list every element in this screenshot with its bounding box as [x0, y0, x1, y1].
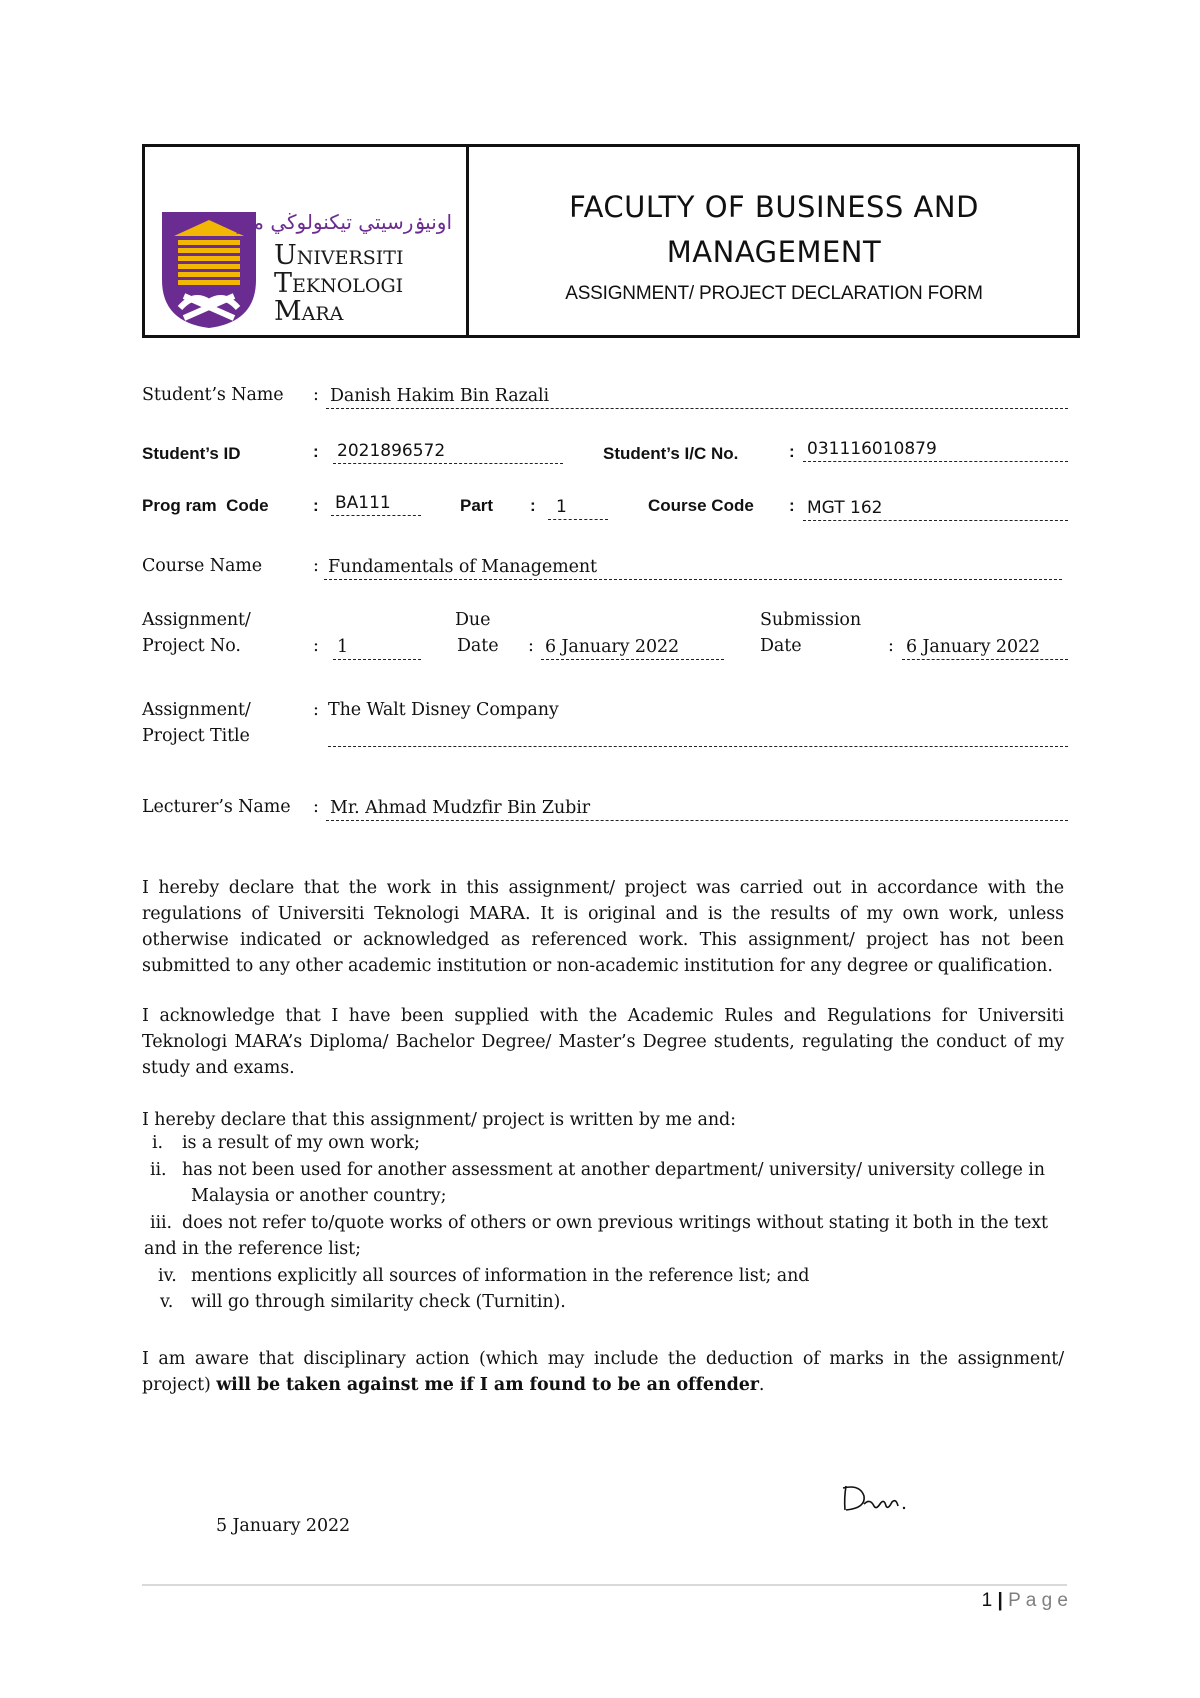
program-code-value: BA111	[331, 492, 421, 516]
page-number: 1	[981, 1590, 993, 1611]
list-item: does not refer to/quote works of others or own previous writings without stating it both in the text	[182, 1213, 1048, 1233]
list-item: has not been used for another assessment at another department/ university/ university college in	[182, 1160, 1045, 1180]
submission-label-1: Submission	[760, 610, 862, 630]
project-title-label-1: Assignment/	[142, 700, 251, 720]
course-name-label: Course Name	[142, 556, 263, 576]
part-value: 1	[548, 496, 608, 520]
para4-bold-text: will be taken against me if I am found to be an offender	[216, 1375, 759, 1395]
colon: :	[313, 636, 319, 656]
project-title-underline	[328, 746, 1068, 747]
list-item-num: ii.	[150, 1160, 167, 1180]
student-ic-label: Student’s I/C No.	[603, 444, 739, 463]
submission-label-2: Date	[760, 636, 802, 656]
para4-normal-text: I am aware that disciplinary action (which may include the deduction of marks in the assignment/ project)	[142, 1349, 1064, 1395]
due-label-1: Due	[455, 610, 491, 630]
signature-date: 5 January 2022	[216, 1516, 351, 1536]
declaration-paragraph-1: I hereby declare that the work in this assignment/ project was carried out in accordance with the regulations of Universiti Teknologi MARA. It is original and is the results of my own work, unless otherwise indicated or acknowledged as referenced work. This assignment/ project has not been submitted to any other academic institution or non-academic institution for any degree or qualification.	[142, 878, 1064, 976]
logo-line1: Universiti	[274, 240, 404, 271]
lecturer-label: Lecturer’s Name	[142, 797, 291, 817]
list-item-continuation: and in the reference list;	[144, 1239, 361, 1259]
list-item-num: i.	[152, 1133, 163, 1153]
para4-end: .	[758, 1375, 765, 1395]
signature-image	[840, 1482, 910, 1522]
page-separator: |	[997, 1590, 1003, 1611]
course-code-label: Course Code	[648, 496, 754, 515]
course-name-value: Fundamentals of Management	[324, 556, 1062, 580]
project-title-label-2: Project Title	[142, 726, 250, 746]
declaration-paragraph-4	[142, 1346, 1064, 1398]
list-item-num: iv.	[158, 1266, 177, 1286]
due-label-2: Date	[457, 636, 499, 656]
page-label: P a g e	[1008, 1590, 1068, 1611]
logo-arabic-text: اونيۏرسيتي تيكنولوڬي مارا	[231, 210, 452, 234]
colon: :	[528, 636, 534, 656]
page-footer	[900, 1590, 1068, 1612]
list-item-continuation: Malaysia or another country;	[191, 1186, 447, 1206]
assignment-no-label-2: Project No.	[142, 636, 241, 656]
colon: :	[888, 636, 894, 656]
assignment-no-label-1: Assignment/	[142, 610, 251, 630]
form-title: ASSIGNMENT/ PROJECT DECLARATION FORM	[565, 283, 983, 304]
colon: :	[313, 385, 319, 405]
uitm-logo	[160, 210, 460, 330]
list-item-num: iii.	[150, 1213, 172, 1233]
colon: :	[530, 496, 536, 515]
student-id-value: 2021896572	[333, 440, 563, 464]
colon: :	[313, 442, 319, 461]
colon: :	[789, 442, 795, 461]
logo-line2: Teknologi	[274, 268, 404, 299]
logo-line3: Mara	[274, 296, 344, 327]
student-name-label: Student’s Name	[142, 385, 284, 405]
colon: :	[313, 496, 319, 515]
declaration-paragraph-3-intro: I hereby declare that this assignment/ project is written by me and:	[142, 1110, 736, 1130]
declaration-paragraph-2: I acknowledge that I have been supplied with the Academic Rules and Regulations for Universiti Teknologi MARA’s Diploma/ Bachelor Degree/ Master’s Degree students, regulating the conduct of my study and exams.	[142, 1006, 1064, 1078]
colon: :	[313, 556, 319, 576]
course-code-value: MGT 162	[803, 497, 1068, 521]
student-name-value: Danish Hakim Bin Razali	[326, 385, 1068, 409]
list-item: will go through similarity check (Turnitin).	[191, 1292, 566, 1312]
student-id-label: Student’s ID	[142, 444, 241, 463]
header-divider	[466, 144, 469, 338]
part-label: Part	[460, 496, 494, 515]
list-item: is a result of my own work;	[182, 1133, 420, 1153]
submission-date-value: 6 January 2022	[902, 636, 1068, 660]
colon: :	[789, 496, 795, 515]
colon: :	[313, 700, 319, 720]
student-ic-value: 031116010879	[803, 438, 1068, 462]
faculty-title-line2: MANAGEMENT	[666, 235, 882, 269]
assignment-no-value: 1	[333, 636, 421, 660]
footer-divider	[142, 1584, 1067, 1586]
list-item-num: v.	[160, 1292, 174, 1312]
due-date-value: 6 January 2022	[541, 636, 724, 660]
list-item: mentions explicitly all sources of information in the reference list; and	[191, 1266, 810, 1286]
faculty-title-line1: FACULTY OF BUSINESS AND	[569, 190, 979, 224]
program-code-label: Prog ram Code	[142, 496, 269, 515]
lecturer-value: Mr. Ahmad Mudzfir Bin Zubir	[326, 797, 1068, 821]
colon: :	[313, 797, 319, 817]
project-title-value: The Walt Disney Company	[328, 700, 559, 720]
